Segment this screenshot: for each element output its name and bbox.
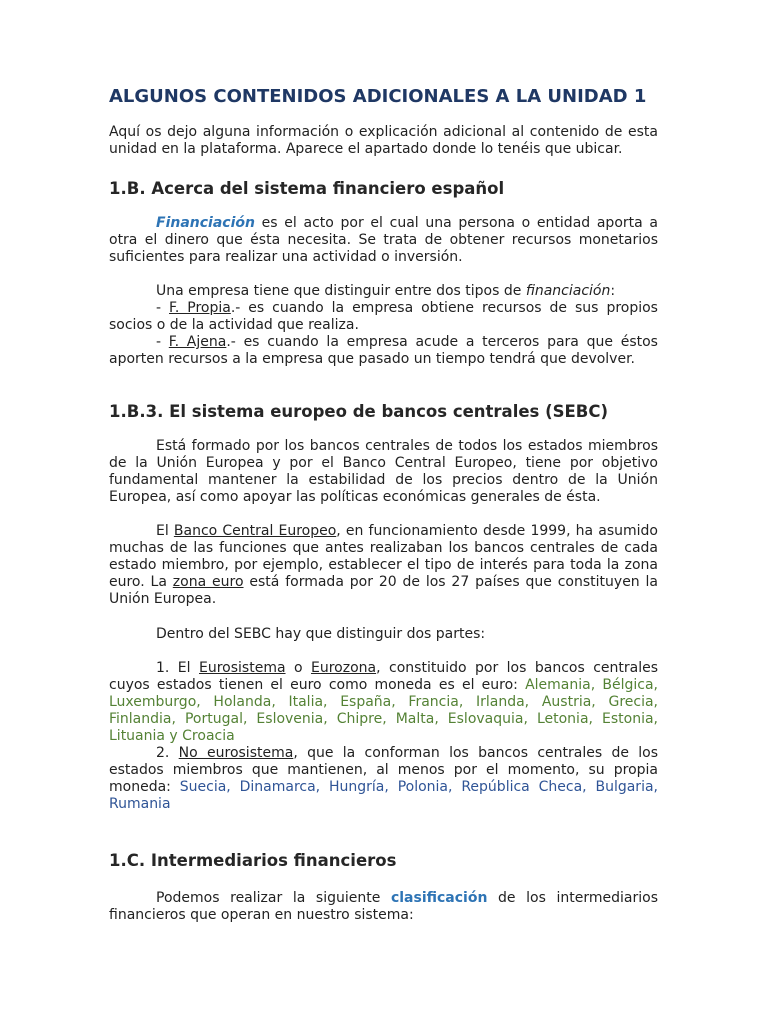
sebc-paragraph-2 [109,523,658,608]
item1-text: , constituido por los bancos centrales cuyos estados tienen el euro como moneda es el euro: [109,660,659,693]
ajena-dash: - [156,334,169,350]
distinguir-paragraph [109,283,658,300]
bce-term: Banco Central Europeo [173,523,337,539]
item2-text: , que la conforman los bancos centrales de los estados miembros que mantienen, al menos por el momento, su propia moneda: [109,745,658,795]
item2-num: 2. [156,745,179,761]
intro-paragraph [109,124,658,158]
ajena-item [109,334,658,368]
financiacion-paragraph [109,215,658,266]
eurosistema-item [109,660,658,745]
para2-start: El [156,523,174,539]
no-eurosistema-item [109,745,658,813]
para2-end: está formada por 20 de los 27 países que constituyen la Unión Europea. [109,574,659,607]
eurozona-term: Eurozona [311,660,377,676]
intermediarios-paragraph [109,890,658,924]
heading-1b: 1.B. Acerca del sistema financiero español [109,179,505,198]
clasif-end: de los intermediarios financieros que operan en nuestro sistema: [109,890,658,923]
distinguir-term: financiación [525,283,611,299]
intro-line-2: unidad en la plataforma. Aparece el apartado donde lo tenéis que ubicar. [109,141,623,157]
heading-1b3: 1.B.3. El sistema europeo de bancos centrales (SEBC) [109,402,609,421]
sebc-paragraph-1: Está formado por los bancos centrales de todos los estados miembros de la Unión Europea y por el Banco Central Europeo, tiene por objetivo fundamental mantener la estabilidad de los precios dentro de la Unión Europea, así como apoyar las políticas económicas generales de ésta. [109,438,658,505]
eurosistema-term: Eurosistema [199,660,286,676]
propia-item [109,300,658,334]
financiacion-term: Financiación [156,215,255,231]
intro-line-1: Aquí os dejo alguna información o explicación adicional al contenido de esta [109,124,658,140]
item1-o: o [285,660,312,676]
distinguir-end: : [610,283,616,299]
propia-term: F. Propia [169,300,231,316]
non-euro-countries: Suecia, Dinamarca, Hungría, Polonia, República Checa, Bulgaria, Rumania [109,779,658,812]
sebc-dentro: Dentro del SEBC hay que distinguir dos partes: [156,626,486,642]
ajena-text: .- es cuando la empresa acude a terceros para que éstos aporten recursos a la empresa que pasado un tiempo tendrá que devolver. [109,334,658,367]
euro-countries: Alemania, Bélgica, Luxemburgo, Holanda, Italia, España, Francia, Irlanda, Austria, Grecia, Finlandia, Portugal, Eslovenia, Chipre, Malta, Eslovaquia, Letonia, Estonia, Lituania y Croacia [109,677,658,744]
propia-dash: - [156,300,170,316]
clasificacion-term: clasificación [390,890,488,906]
no-eurosistema-term: No eurosistema [178,745,294,761]
ajena-term: F. Ajena [168,334,227,350]
financiacion-text: es el acto por el cual una persona o entidad aporta a otra el dinero que ésta necesita. Se trata de obtener recursos monetarios suficientes para realizar una actividad o inversión. [109,215,658,265]
distinguir-text: Una empresa tiene que distinguir entre dos tipos de [156,283,526,299]
item1-num: 1. El [156,660,199,676]
clasif-start: Podemos realizar la siguiente [156,890,391,906]
zona-euro-term: zona euro [172,574,244,590]
heading-1c: 1.C. Intermediarios financieros [109,851,397,870]
para2-mid: , en funcionamiento desde 1999, ha asumido muchas de las funciones que antes realizaban los bancos centrales de cada estado miembro, por ejemplo, establecer el tipo de interés para toda la zona euro. La [109,523,658,590]
document-title: ALGUNOS CONTENIDOS ADICIONALES A LA UNIDAD 1 [109,86,647,107]
propia-text: .- es cuando la empresa obtiene recursos de sus propios socios o de la actividad que realiza. [109,300,658,333]
